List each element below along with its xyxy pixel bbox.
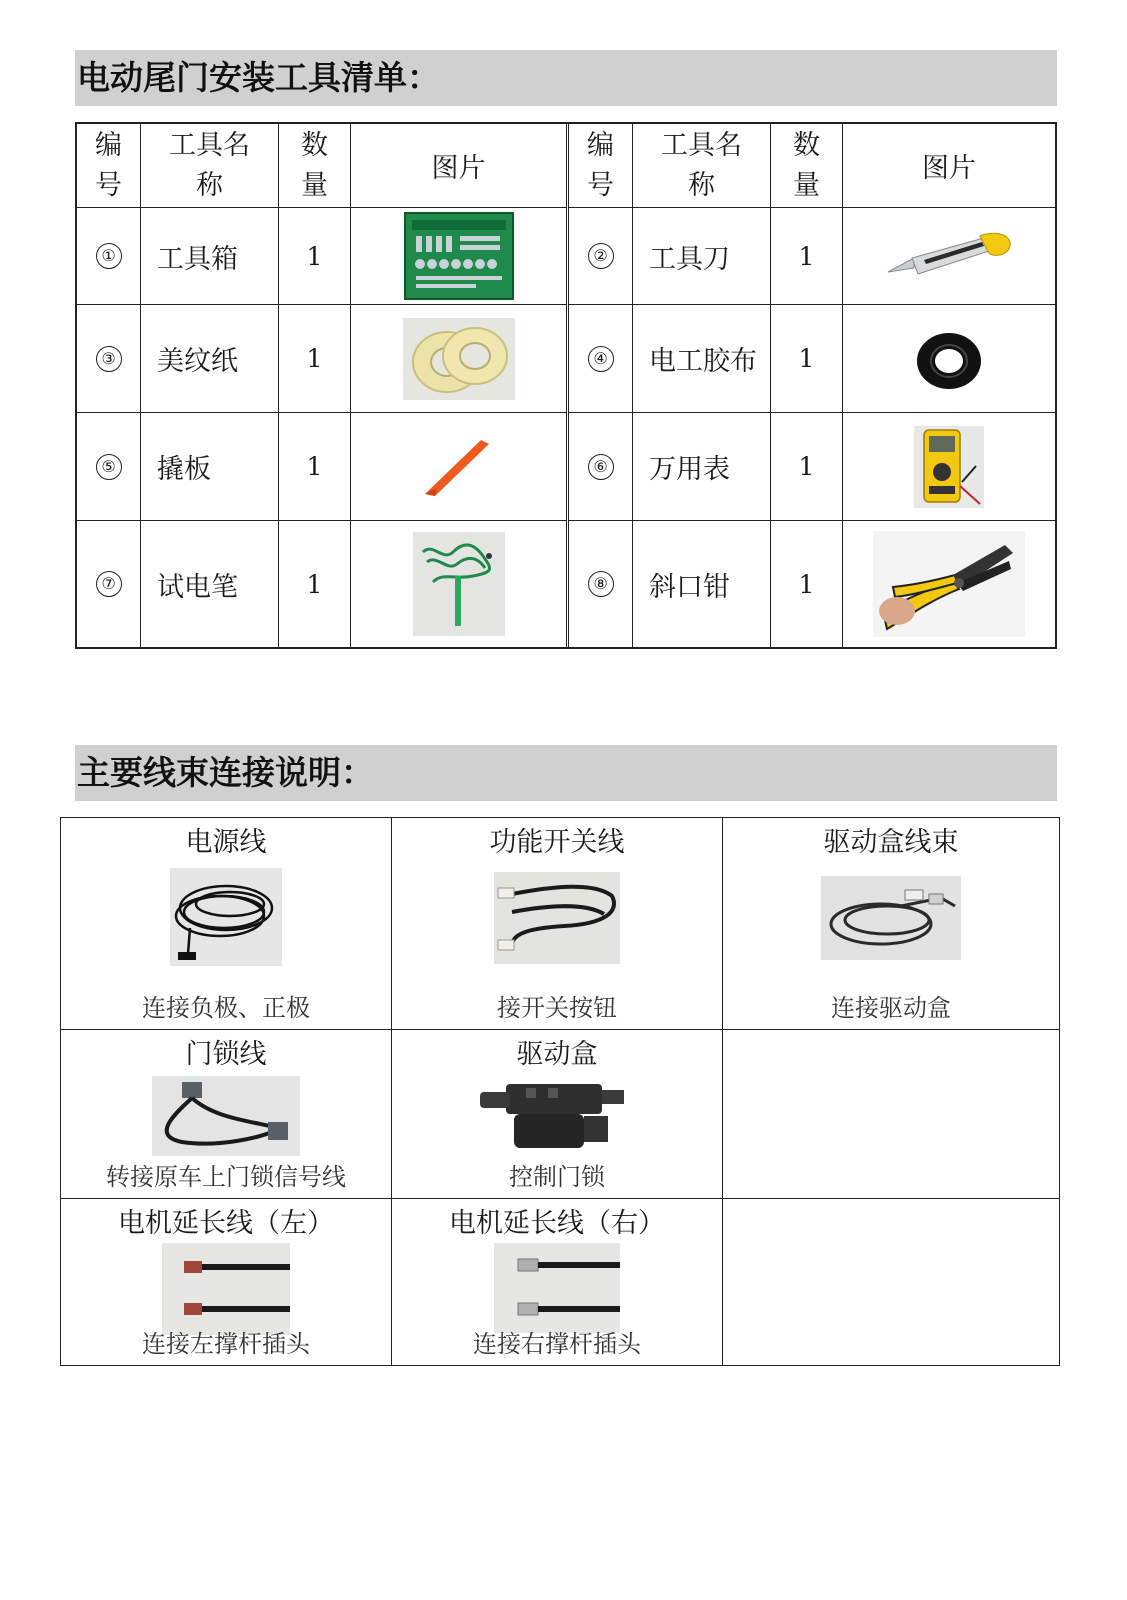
item-qty: 1 bbox=[279, 305, 351, 412]
item-number: ⑤ bbox=[96, 454, 122, 480]
item-qty: 1 bbox=[771, 521, 843, 647]
table-row bbox=[569, 521, 1055, 647]
harness-desc: 连接左撑杆插头 bbox=[142, 1330, 310, 1358]
harness-name: 驱动盒线束 bbox=[823, 827, 959, 858]
harness-desc: 连接右撑杆插头 bbox=[473, 1330, 641, 1358]
harness-cell bbox=[723, 818, 1059, 1030]
harness-desc: 接开关按钮 bbox=[497, 994, 617, 1022]
power-cable-icon bbox=[170, 868, 282, 966]
table-row bbox=[569, 413, 1055, 521]
tools-table-left bbox=[77, 124, 569, 647]
harness-cell bbox=[392, 1030, 723, 1199]
harness-name: 电源线 bbox=[185, 827, 267, 858]
table-row bbox=[77, 413, 566, 521]
pry-tool-icon bbox=[419, 432, 499, 502]
motor-extension-right-icon bbox=[494, 1243, 620, 1333]
item-number: ① bbox=[96, 243, 122, 269]
harness-cell-empty bbox=[723, 1030, 1059, 1199]
header-image: 图片 bbox=[922, 153, 976, 184]
header-name: 工具名 称 bbox=[633, 124, 771, 207]
harness-desc: 控制门锁 bbox=[509, 1163, 605, 1191]
harness-name: 电机延长线（右） bbox=[449, 1208, 665, 1239]
item-number: ⑧ bbox=[588, 571, 614, 597]
harness-cell bbox=[61, 1030, 392, 1199]
item-name: 美纹纸 bbox=[141, 305, 279, 412]
toolbox-icon bbox=[404, 212, 514, 300]
harness-cell bbox=[61, 1199, 392, 1365]
header-no: 编 号 bbox=[569, 124, 633, 207]
harness-cell bbox=[392, 818, 723, 1030]
door-lock-cable-icon bbox=[152, 1076, 300, 1156]
item-name: 万用表 bbox=[633, 413, 771, 520]
tools-section-title: 电动尾门安装工具清单： bbox=[75, 50, 1057, 106]
drive-box-harness-icon bbox=[821, 876, 961, 960]
cutting-pliers-icon bbox=[873, 531, 1025, 637]
table-row bbox=[77, 208, 566, 305]
table-header-row bbox=[569, 124, 1055, 208]
harness-desc: 转接原车上门锁信号线 bbox=[106, 1163, 346, 1191]
utility-knife-icon bbox=[884, 228, 1014, 284]
harness-cell bbox=[61, 818, 392, 1030]
header-no: 编 号 bbox=[77, 124, 141, 207]
header-qty: 数 量 bbox=[279, 124, 351, 207]
test-pen-icon bbox=[413, 532, 505, 636]
harness-table bbox=[60, 817, 1060, 1366]
item-qty: 1 bbox=[771, 413, 843, 520]
item-name: 工具箱 bbox=[141, 208, 279, 304]
harness-desc: 连接负极、正极 bbox=[142, 994, 310, 1022]
item-number: ② bbox=[588, 243, 614, 269]
table-row bbox=[77, 521, 566, 647]
harness-cell bbox=[392, 1199, 723, 1365]
header-qty: 数 量 bbox=[771, 124, 843, 207]
table-row bbox=[569, 305, 1055, 413]
table-row bbox=[569, 208, 1055, 305]
tools-table-right bbox=[569, 124, 1055, 647]
item-name: 撬板 bbox=[141, 413, 279, 520]
tools-table bbox=[75, 122, 1057, 649]
harness-name: 电机延长线（左） bbox=[118, 1208, 334, 1239]
header-image: 图片 bbox=[431, 153, 486, 184]
table-row bbox=[77, 305, 566, 413]
switch-cable-icon bbox=[494, 872, 620, 964]
drive-box-icon bbox=[474, 1076, 640, 1158]
motor-extension-left-icon bbox=[162, 1243, 290, 1335]
electrical-tape-icon bbox=[914, 327, 984, 391]
item-qty: 1 bbox=[279, 413, 351, 520]
item-name: 电工胶布 bbox=[633, 305, 771, 412]
harness-desc: 连接驱动盒 bbox=[831, 994, 951, 1022]
item-number: ④ bbox=[588, 346, 614, 372]
multimeter-icon bbox=[914, 426, 984, 508]
harness-name: 门锁线 bbox=[185, 1039, 267, 1070]
item-qty: 1 bbox=[771, 208, 843, 304]
item-qty: 1 bbox=[279, 521, 351, 647]
table-header-row bbox=[77, 124, 566, 208]
harness-cell-empty bbox=[723, 1199, 1059, 1365]
item-qty: 1 bbox=[771, 305, 843, 412]
item-name: 试电笔 bbox=[141, 521, 279, 647]
item-qty: 1 bbox=[279, 208, 351, 304]
item-name: 斜口钳 bbox=[633, 521, 771, 647]
item-number: ③ bbox=[96, 346, 122, 372]
masking-tape-icon bbox=[403, 318, 515, 400]
item-number: ⑥ bbox=[588, 454, 614, 480]
harness-section-title: 主要线束连接说明： bbox=[75, 745, 1057, 801]
harness-name: 驱动盒 bbox=[516, 1039, 598, 1070]
header-name: 工具名 称 bbox=[141, 124, 279, 207]
harness-name: 功能开关线 bbox=[489, 827, 625, 858]
item-number: ⑦ bbox=[96, 571, 122, 597]
item-name: 工具刀 bbox=[633, 208, 771, 304]
